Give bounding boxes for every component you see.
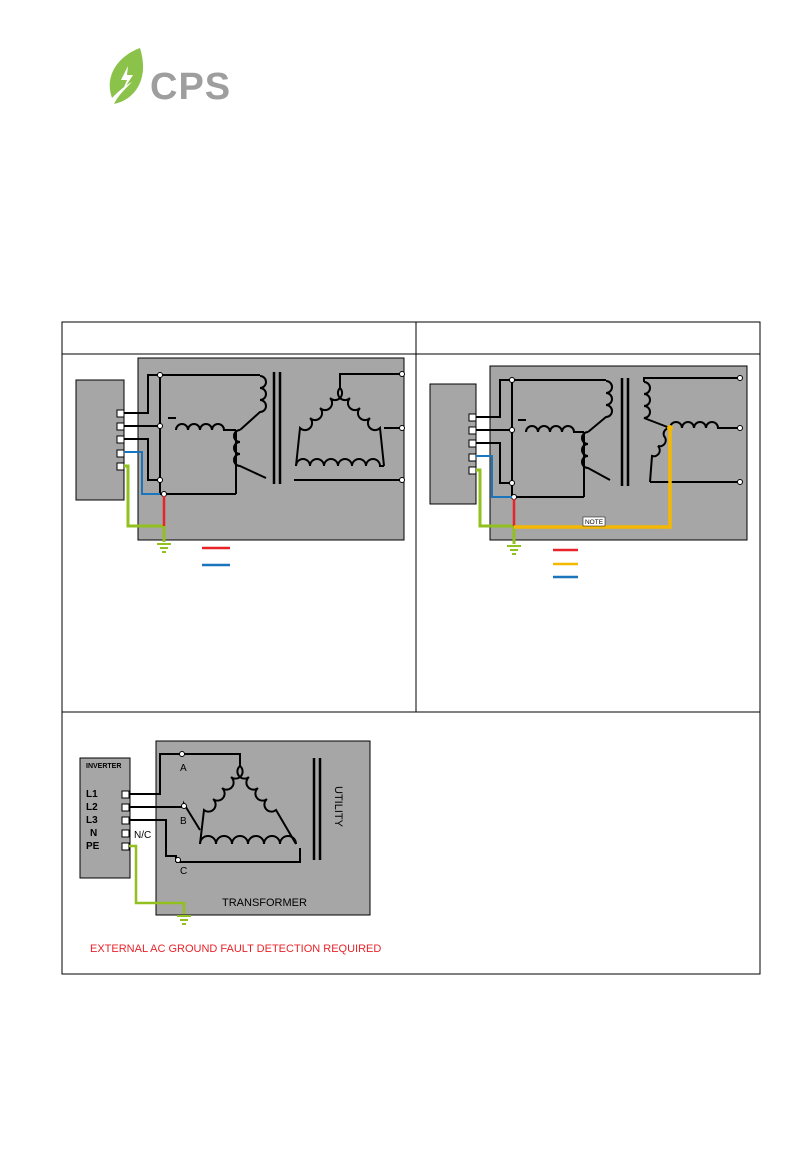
terminal-label-l1: L1 [86,789,98,800]
diagram-c [80,741,381,955]
ground-icon [507,546,521,554]
nc-label: N/C [134,830,152,841]
transformer-box [490,366,747,540]
utility-label: UTILITY [332,786,344,827]
terminal-label-pe: PE [86,841,100,852]
ground-icon [177,916,191,924]
point-label-c: C [180,866,188,877]
terminal-label-l2: L2 [86,802,98,813]
transformer-box [156,741,370,915]
terminal-label-n: N [90,828,98,839]
ground-icon [157,544,171,552]
inverter-label: INVERTER [86,763,122,770]
ground-fault-warning: EXTERNAL AC GROUND FAULT DETECTION REQUIRED [90,943,382,955]
note-label: NOTE [584,519,604,526]
logo-text: CPS [150,66,232,108]
point-label-a: A [180,763,187,774]
transformer-box [138,358,404,540]
terminal-label-l3: L3 [86,815,98,826]
diagram-b [430,366,747,577]
cps-logo [110,48,231,108]
point-label-b: B [180,816,187,827]
diagram-a [76,358,405,565]
transformer-label: TRANSFORMER [222,897,307,909]
